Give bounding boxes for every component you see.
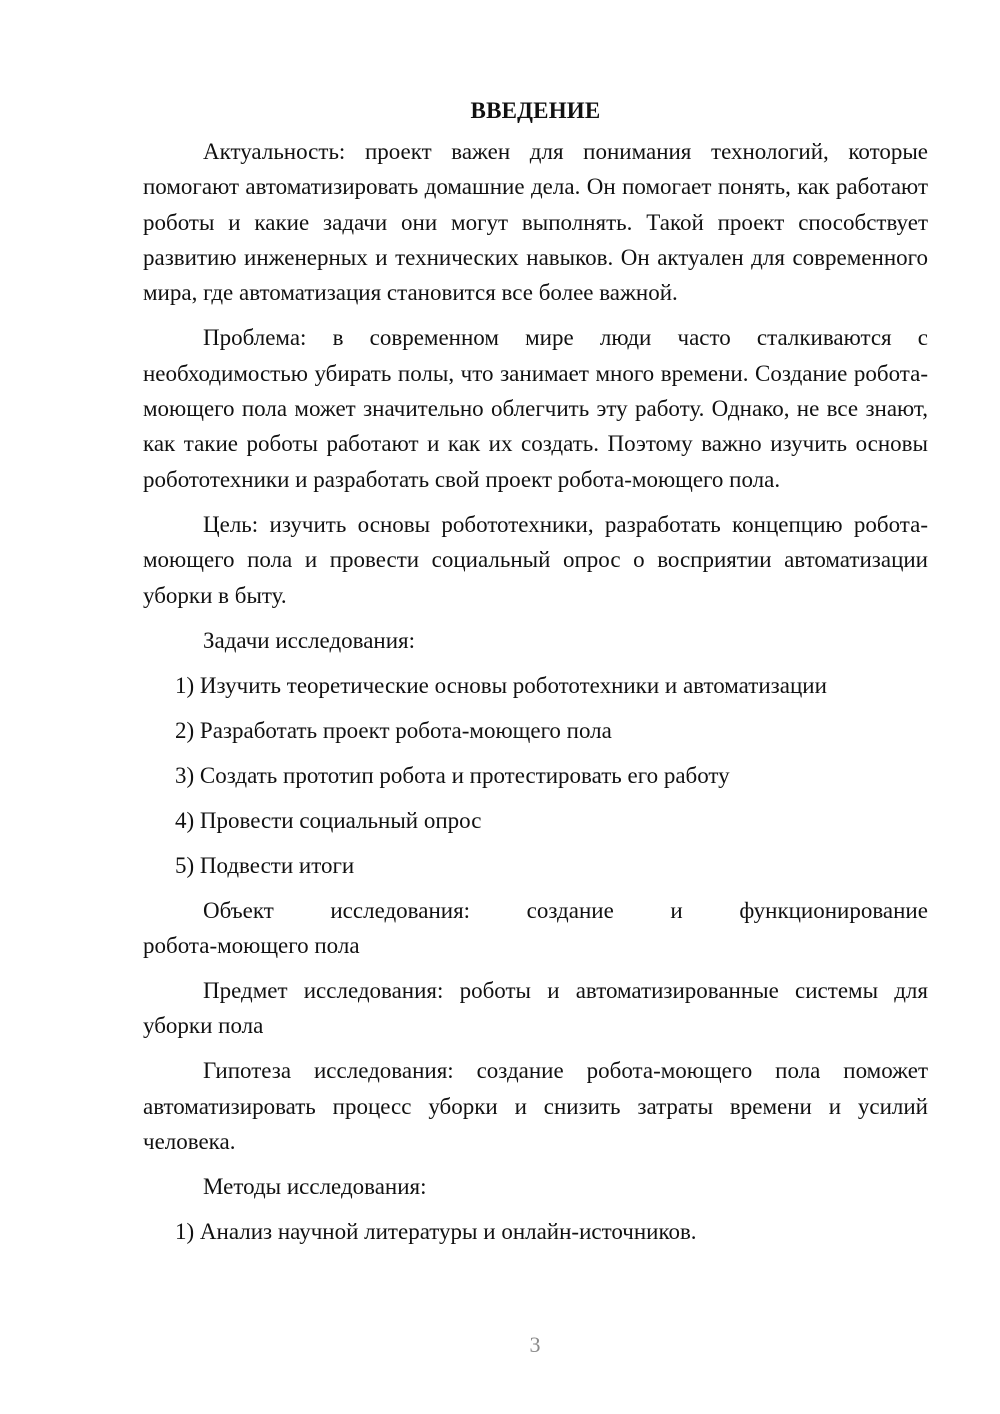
page-number: 3 <box>529 1332 541 1357</box>
list-item: 1) Изучить теоретические основы робототехники и автоматизации <box>175 672 827 698</box>
problem-paragraph: Проблема: в современном мире люди часто сталкиваются с необходимостью убирать полы, что занимает много времени. Создание робота-моющего пола может значительно облегчить эту работу. Однако, не все знают, как такие роботы работают и как их создать. Поэтому важно изучить основы робототехники и разработать свой проект робота-моющего пола. <box>143 325 928 492</box>
list-item: 4) Провести социальный опрос <box>175 807 482 833</box>
hypothesis-paragraph: Гипотеза исследования: создание робота-моющего пола поможет автоматизировать процесс уборки и снизить затраты времени и усилий человека. <box>143 1058 928 1155</box>
methods-list <box>143 1214 928 1249</box>
list-item: 5) Подвести итоги <box>175 852 355 878</box>
object-word: исследования: <box>330 897 471 923</box>
object-word: Объект <box>203 897 274 923</box>
object-word: и <box>670 897 683 923</box>
object-word: функционирование <box>739 897 928 923</box>
list-item: 1) Анализ научной литературы и онлайн-источников. <box>175 1219 697 1245</box>
page-content <box>143 92 928 1259</box>
list-item: 3) Создать прототип робота и протестировать его работу <box>175 762 730 788</box>
methods-heading: Методы исследования: <box>203 1174 427 1200</box>
tasks-heading: Задачи исследования: <box>203 627 416 653</box>
object-word: создание <box>526 897 614 923</box>
object-first-line <box>143 893 928 928</box>
relevance-paragraph: Актуальность: проект важен для понимания технологий, которые помогают автоматизировать домашние дела. Он помогает понять, как работают роботы и какие задачи они могут выполнять. Такой проект способствует развитию инженерных и технических навыков. Он актуален для современного мира, где автоматизация становится все более важной. <box>143 139 928 306</box>
goal-paragraph: Цель: изучить основы робототехники, разработать концепцию робота-моющего пола и провести социальный опрос о восприятии автоматизации уборки в быту. <box>143 511 928 608</box>
subject-paragraph: Предмет исследования: роботы и автоматизированные системы для уборки пола <box>143 977 928 1039</box>
object-continuation: робота-моющего пола <box>143 932 360 958</box>
object-paragraph <box>143 893 928 963</box>
tasks-list <box>143 668 928 883</box>
list-item: 2) Разработать проект робота-моющего пола <box>175 717 612 743</box>
section-title: ВВЕДЕНИЕ <box>470 98 601 123</box>
